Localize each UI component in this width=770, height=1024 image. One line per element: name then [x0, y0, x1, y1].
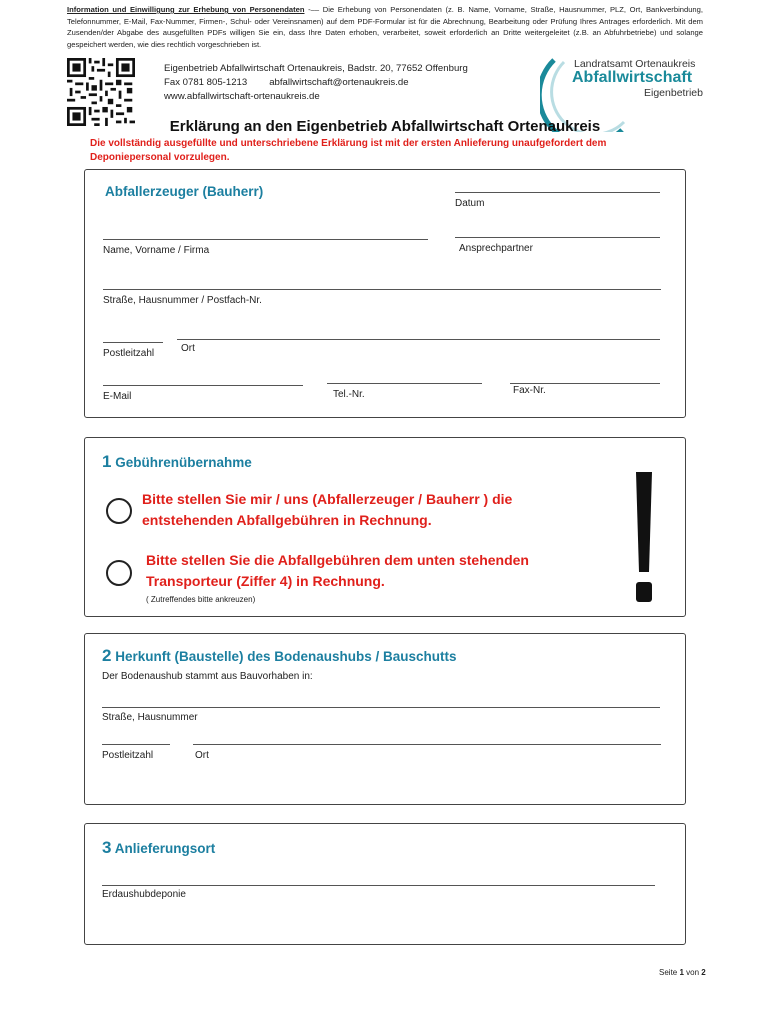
delivery-place-label: Erdaushubdeponie [102, 889, 186, 900]
origin-zip-label: Postleitzahl [102, 750, 154, 761]
page-separator: von [683, 968, 702, 977]
section-title: Anlieferungsort [114, 841, 216, 856]
qr-code-icon [67, 58, 135, 126]
origin-street-label: Straße, Hausnummer [102, 712, 198, 723]
tel-label: Tel.-Nr. [333, 389, 365, 400]
section-number: 2 [102, 646, 112, 665]
warning-notice: Die vollständig ausgefüllte und unterschriebene Erklärung ist mit der ersten Anlieferung unaufgefordert dem Deponiepersonal vorzulegen. [90, 138, 607, 163]
selection-hint: ( Zutreffendes bitte ankreuzen) [146, 595, 256, 604]
fax-number: Fax 0781 805-1213 [164, 77, 248, 88]
page-title: Erklärung an den Eigenbetrieb Abfallwirtschaft Ortenaukreis [169, 118, 601, 135]
delivery-place-field[interactable] [102, 885, 655, 886]
producer-box [84, 169, 686, 418]
exclamation-icon [633, 472, 655, 604]
origin-zip-field[interactable] [102, 744, 170, 745]
zip-field[interactable] [103, 342, 163, 343]
section-title: Herkunft (Baustelle) des Bodenaushubs / Bauschutts [115, 649, 457, 664]
privacy-notice [67, 4, 703, 50]
date-label: Datum [455, 198, 485, 209]
zip-label: Postleitzahl [103, 348, 155, 359]
contact-email-link[interactable]: abfallwirtschaft@ortenaukreis.de [269, 77, 409, 88]
contact-person-field[interactable] [455, 237, 660, 238]
logo-main-text: Abfallwirtschaft [572, 69, 693, 86]
origin-intro: Der Bodenaushub stammt aus Bauvorhaben in: [102, 671, 313, 682]
fax-label: Fax-Nr. [513, 385, 546, 396]
current-page: 1 [679, 968, 684, 977]
page-number [659, 968, 706, 977]
origin-city-field[interactable] [193, 744, 661, 745]
origin-section-box [84, 633, 686, 805]
page-prefix: Seite [659, 968, 680, 977]
option-bill-transporter [146, 550, 529, 592]
tel-field[interactable] [327, 383, 482, 384]
privacy-notice-text: -–– Die Erhebung von Personendaten (z. B. Name, Vorname, Straße, Hausnummer, PLZ, Ort, Bankverbindung, Telefonnummer, E-Mail, Fax-Nummer, Firmen-, Schul- oder Vereinsnamen) auf dem PDF-Formular ist für die Abrechnung, Bearbeitung oder Prüfung Ihres Antrages erforderlich. Mit dem Zusenden/der Abgabe des ausgefüllten PDFs willigen Sie ein, dass Ihre Daten erhoben, verarbeitet, soweit erforderlich an Dritte weitergeleitet (z.B. an Abfuhrbetriebe) und solange gespeichert werden, wie dies rechtlich vorgeschrieben ist. [67, 5, 703, 49]
option-line: Transporteur (Ziffer 4) in Rechnung. [146, 573, 385, 589]
producer-heading: Abfallerzeuger (Bauherr) [105, 184, 264, 199]
name-field[interactable] [103, 239, 428, 240]
delivery-section-heading [102, 838, 215, 858]
option-line: Bitte stellen Sie die Abfallgebühren dem unten stehenden [146, 552, 529, 568]
origin-street-field[interactable] [102, 707, 660, 708]
privacy-notice-heading: Information und Einwilligung zur Erhebung von Personendaten [67, 5, 305, 14]
contact-person-label: Ansprechpartner [459, 243, 533, 254]
name-label: Name, Vorname / Firma [103, 245, 210, 256]
logo-authority-text: Landratsamt Ortenaukreis [574, 58, 696, 70]
option-line: Bitte stellen Sie mir / uns (Abfallerzeuger / Bauherr ) die [142, 491, 513, 507]
section-title: Gebührenübernahme [115, 455, 252, 470]
total-pages: 2 [701, 968, 706, 977]
option-bill-producer [142, 489, 512, 531]
date-field[interactable] [455, 192, 660, 193]
section-number: 3 [102, 838, 112, 857]
city-label: Ort [181, 343, 195, 354]
street-field[interactable] [103, 289, 661, 290]
section-number: 1 [102, 452, 112, 471]
website-link[interactable]: www.abfallwirtschaft-ortenaukreis.de [164, 91, 320, 102]
logo-sub-text: Eigenbetrieb [644, 87, 703, 99]
city-field[interactable] [177, 339, 660, 340]
fee-section-heading [102, 452, 252, 472]
radio-bill-producer[interactable] [106, 498, 132, 524]
delivery-section-box [84, 823, 686, 945]
email-label: E-Mail [103, 391, 132, 402]
contact-address [164, 62, 468, 104]
origin-city-label: Ort [195, 750, 209, 761]
radio-bill-transporter[interactable] [106, 560, 132, 586]
address-line: Eigenbetrieb Abfallwirtschaft Ortenaukreis, Badstr. 20, 77652 Offenburg [164, 63, 468, 74]
origin-section-heading [102, 646, 457, 666]
street-label: Straße, Hausnummer / Postfach-Nr. [103, 295, 262, 306]
fax-field[interactable] [510, 383, 660, 384]
option-line: entstehenden Abfallgebühren in Rechnung. [142, 512, 432, 528]
email-field[interactable] [103, 385, 303, 386]
